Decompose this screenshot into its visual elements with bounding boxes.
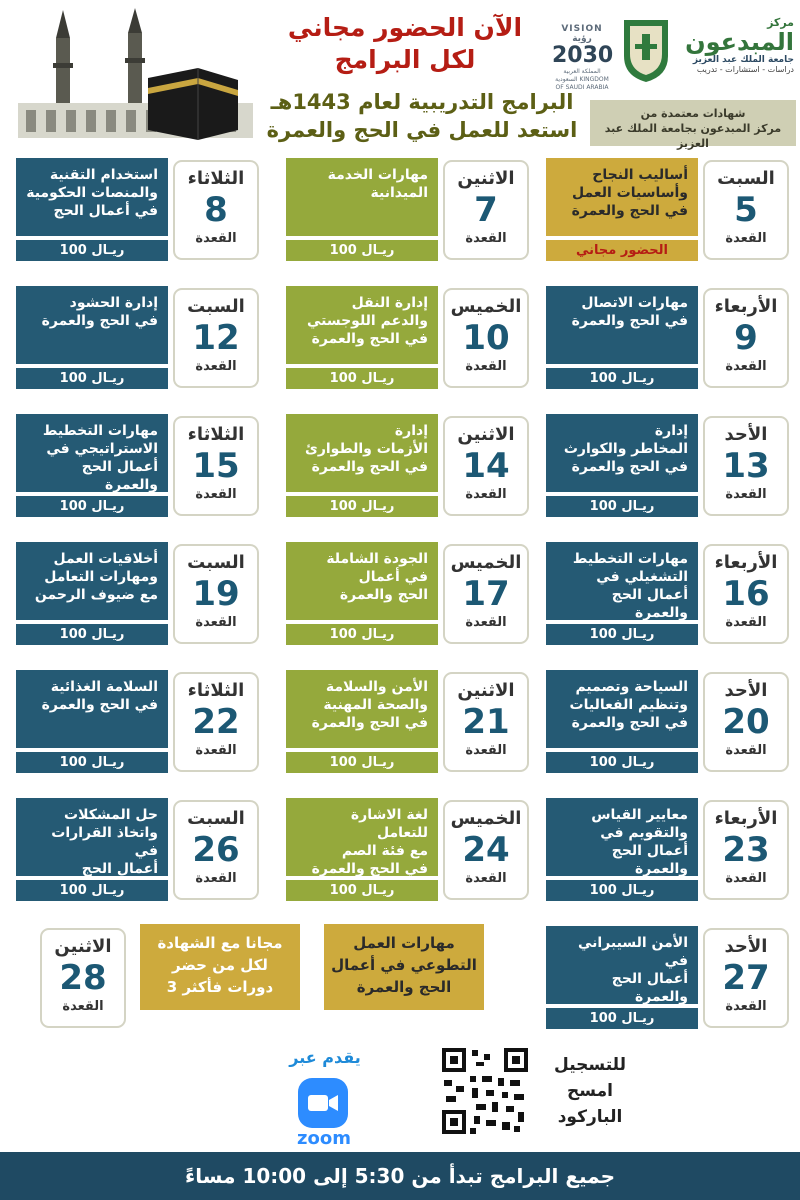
month-label: القعدة <box>195 487 237 502</box>
subhead-line-1: البرامج التدريبية لعام 1443هـ <box>270 90 574 114</box>
day-name: الخميس <box>450 296 522 317</box>
course-title-line: استخدام التقنية <box>49 167 158 183</box>
course-title-line: في الحج والعمرة <box>311 331 428 347</box>
course-title-line: السلامة الغذائية <box>50 679 158 695</box>
day-name: الثلاثاء <box>187 424 245 445</box>
day-card <box>173 160 259 260</box>
day-card <box>443 672 529 772</box>
course-title-line: أخلاقيات العمل <box>53 551 158 567</box>
course-title[interactable] <box>546 798 698 876</box>
center-logo <box>684 16 794 86</box>
day-name: السبت <box>717 168 775 189</box>
course-title-line: أعمال الحج والعمرة <box>611 843 688 876</box>
headline-line-1: الآن الحضور مجاني <box>287 13 523 42</box>
zoom-wordmark: zoom <box>297 1128 351 1149</box>
course-title-line: مهارات الخدمة <box>327 167 428 183</box>
program-title <box>324 924 484 1010</box>
day-card <box>443 800 529 900</box>
course-title-line: الأمن السيبراني في <box>577 935 688 969</box>
free-attendance-tag: الحضور مجاني <box>546 240 698 261</box>
day-number: 7 <box>474 190 498 230</box>
program-line: الحج والعمرة <box>356 978 452 996</box>
course-title-line: أعمال الحج والعمرة <box>611 971 688 1004</box>
day-card <box>173 288 259 388</box>
zoom-label: يقدم عبر <box>289 1048 361 1067</box>
register-line: الباركود <box>557 1107 623 1127</box>
price-tag: 100 ريـال <box>546 624 698 645</box>
course-title[interactable] <box>546 926 698 1004</box>
price-tag: 100 ريـال <box>286 368 438 389</box>
day-name: الثلاثاء <box>187 168 245 189</box>
price-tag: 100 ريـال <box>286 496 438 517</box>
course-title[interactable] <box>16 798 168 876</box>
month-label: القعدة <box>465 231 507 246</box>
course-title-line: مهارات الاتصال <box>581 295 688 311</box>
day-card <box>443 544 529 644</box>
course-title-line: ومهارات التعامل <box>44 569 158 585</box>
day-name: الثلاثاء <box>187 680 245 701</box>
course-title[interactable] <box>546 414 698 492</box>
day-card <box>173 800 259 900</box>
course-title[interactable] <box>286 542 438 620</box>
course-title-line: وتنظيم الفعاليات <box>569 697 688 713</box>
day-card <box>443 160 529 260</box>
headline <box>270 12 540 76</box>
day-card <box>703 416 789 516</box>
free-offer-box <box>140 924 300 1010</box>
day-name: الأحد <box>724 424 768 445</box>
offer-line: 3 دورات فأكثر <box>166 978 274 996</box>
price-tag: 100 ريـال <box>16 240 168 261</box>
day-number: 13 <box>722 446 770 486</box>
center-logo-top: مركز <box>767 16 794 29</box>
day-card <box>173 672 259 772</box>
university-seal-icon <box>618 16 674 84</box>
course-title-line: في الحج والعمرة <box>311 861 428 876</box>
course-title-line: الأزمات والطوارئ <box>304 441 428 457</box>
course-title[interactable] <box>16 670 168 748</box>
day-number: 26 <box>192 830 240 870</box>
vision-2030-logo <box>552 24 614 91</box>
zoom-camera-icon <box>298 1078 348 1128</box>
course-title-line: في الحج والعمرة <box>571 459 688 475</box>
course-title-line: في الحج والعمرة <box>311 715 428 731</box>
course-title-line: مهارات التخطيط <box>42 423 158 439</box>
course-title-line: أساليب النجاح <box>592 167 688 183</box>
course-title[interactable] <box>546 286 698 364</box>
center-logo-tagline: دراسات - استشارات - تدريب <box>696 65 794 74</box>
register-line: امسح <box>567 1081 613 1101</box>
vision-caption: المملكة العربية السعودية KINGDOM OF SAUDI ARABIA <box>555 68 609 91</box>
day-card <box>40 928 126 1028</box>
day-name: الاثنين <box>457 680 515 701</box>
month-label: القعدة <box>465 487 507 502</box>
course-title[interactable] <box>286 158 438 236</box>
day-card <box>173 416 259 516</box>
day-number: 17 <box>462 574 510 614</box>
month-label: القعدة <box>195 359 237 374</box>
course-title-line: مع فئة الصم <box>341 843 428 859</box>
month-label: القعدة <box>725 487 767 502</box>
month-label: القعدة <box>465 359 507 374</box>
month-label: القعدة <box>465 871 507 886</box>
qr-code-icon[interactable] <box>440 1046 530 1136</box>
course-title-line: في الحج والعمرة <box>571 313 688 329</box>
day-card <box>443 288 529 388</box>
course-title-line: في الحج والعمرة <box>311 459 428 475</box>
course-title[interactable] <box>16 542 168 620</box>
course-title-line: الجودة الشاملة <box>326 551 428 567</box>
day-name: الأربعاء <box>714 296 778 317</box>
headline-line-2: لكل البرامج <box>334 45 476 74</box>
day-card <box>443 416 529 516</box>
course-title-line: إدارة <box>654 423 688 439</box>
course-title-line: والصحة المهنية <box>323 697 428 713</box>
day-card <box>703 544 789 644</box>
course-title-line: مهارات التخطيط <box>572 551 688 567</box>
day-name: الاثنين <box>457 424 515 445</box>
course-title-line: الأمن والسلامة <box>325 679 428 695</box>
day-name: الأحد <box>724 680 768 701</box>
course-title[interactable] <box>16 158 168 236</box>
register-instructions <box>540 1052 640 1130</box>
schedule-footer: جميع البرامج تبدأ من 5:30 إلى 10:00 مساءً <box>0 1152 800 1200</box>
offer-line: مجانا مع الشهادة <box>157 934 283 952</box>
price-tag: 100 ريـال <box>286 880 438 901</box>
day-name: الاثنين <box>54 936 112 957</box>
price-tag: 100 ريـال <box>16 752 168 773</box>
day-card <box>703 672 789 772</box>
day-number: 12 <box>192 318 240 358</box>
day-number: 22 <box>192 702 240 742</box>
course-title-line: معايير القياس <box>591 807 688 823</box>
month-label: القعدة <box>725 999 767 1014</box>
day-number: 19 <box>192 574 240 614</box>
day-name: السبت <box>187 296 245 317</box>
course-title-line: وأساسيات العمل <box>571 185 688 201</box>
course-title-line: إدارة الحشود <box>69 295 158 311</box>
course-title-line: حل المشكلات <box>64 807 158 823</box>
month-label: القعدة <box>195 743 237 758</box>
course-title-line: الميدانية <box>370 185 428 201</box>
course-title-line: في الحج والعمرة <box>41 697 158 713</box>
day-name: السبت <box>187 808 245 829</box>
day-number: 5 <box>734 190 758 230</box>
price-tag: 100 ريـال <box>286 752 438 773</box>
day-number: 24 <box>462 830 510 870</box>
month-label: القعدة <box>725 871 767 886</box>
course-title[interactable] <box>546 158 698 236</box>
month-label: القعدة <box>725 231 767 246</box>
course-title[interactable] <box>546 542 698 620</box>
day-number: 27 <box>722 958 770 998</box>
subhead-line-2: استعد للعمل في الحج والعمرة <box>266 118 578 142</box>
month-label: القعدة <box>725 743 767 758</box>
day-card <box>173 544 259 644</box>
course-title-line: أعمال الحج والعمرة <box>611 587 688 620</box>
month-label: القعدة <box>725 615 767 630</box>
price-tag: 100 ريـال <box>16 496 168 517</box>
course-title-line: الحج والعمرة <box>339 587 428 603</box>
day-number: 23 <box>722 830 770 870</box>
day-number: 20 <box>722 702 770 742</box>
center-logo-name: المبدعون <box>685 28 794 56</box>
offer-line: لكل من حضر <box>172 956 268 974</box>
price-tag: 100 ريـال <box>546 752 698 773</box>
day-number: 28 <box>59 958 107 998</box>
course-title-line: مع ضيوف الرحمن <box>34 587 158 603</box>
price-tag: 100 ريـال <box>16 880 168 901</box>
month-label: القعدة <box>465 743 507 758</box>
month-label: القعدة <box>62 999 104 1014</box>
course-title-line: السياحة وتصميم <box>575 679 688 695</box>
price-tag: 100 ريـال <box>546 496 698 517</box>
vision-label: VISION رؤية <box>561 24 603 44</box>
day-name: الخميس <box>450 552 522 573</box>
month-label: القعدة <box>195 871 237 886</box>
course-title-line: في الحج والعمرة <box>571 203 688 219</box>
course-title-line: والتقويم في <box>600 825 688 841</box>
day-number: 16 <box>722 574 770 614</box>
month-label: القعدة <box>195 231 237 246</box>
program-line: مهارات العمل <box>353 934 455 952</box>
course-title-line: في الحج والعمرة <box>571 715 688 731</box>
course-title-line: إدارة النقل <box>351 295 428 311</box>
day-name: الأربعاء <box>714 552 778 573</box>
day-name: الأربعاء <box>714 808 778 829</box>
program-line: التطوعي في أعمال <box>331 956 477 974</box>
course-title-line: في الحج والعمرة <box>41 313 158 329</box>
vision-year: 2030 <box>552 43 614 68</box>
course-title[interactable] <box>546 670 698 748</box>
course-title[interactable] <box>286 414 438 492</box>
accreditation-banner <box>590 100 796 150</box>
price-tag: 100 ريـال <box>16 368 168 389</box>
course-title-line: أعمال الحج والعمرة <box>81 459 158 492</box>
month-label: القعدة <box>465 615 507 630</box>
day-card <box>703 928 789 1028</box>
subheadline <box>262 88 582 144</box>
day-card <box>703 288 789 388</box>
register-line: للتسجيل <box>554 1055 626 1075</box>
course-title-line: الاستراتيجي في <box>46 441 158 457</box>
month-label: القعدة <box>725 359 767 374</box>
day-name: الخميس <box>450 808 522 829</box>
price-tag: 100 ريـال <box>546 1008 698 1029</box>
day-card <box>703 800 789 900</box>
course-title[interactable] <box>16 286 168 364</box>
price-tag: 100 ريـال <box>286 624 438 645</box>
course-title[interactable] <box>286 670 438 748</box>
course-title[interactable] <box>286 798 438 876</box>
price-tag: 100 ريـال <box>546 880 698 901</box>
course-title[interactable] <box>286 286 438 364</box>
center-logo-university: جامعة الملك عبد العزيز <box>692 55 794 65</box>
day-number: 9 <box>734 318 758 358</box>
course-title-line: المخاطر والكوارث <box>563 441 688 457</box>
day-card <box>703 160 789 260</box>
day-number: 8 <box>204 190 228 230</box>
day-name: الاثنين <box>457 168 515 189</box>
day-name: الأحد <box>724 936 768 957</box>
course-title-line: التشغيلي في <box>596 569 688 585</box>
day-number: 10 <box>462 318 510 358</box>
day-number: 21 <box>462 702 510 742</box>
kaaba-illustration <box>8 8 258 148</box>
price-tag: 100 ريـال <box>546 368 698 389</box>
day-number: 14 <box>462 446 510 486</box>
course-title[interactable] <box>16 414 168 492</box>
month-label: القعدة <box>195 615 237 630</box>
course-title-line: في أعمال <box>358 569 428 585</box>
course-title-line: والدعم اللوجستي <box>306 313 428 329</box>
price-tag: 100 ريـال <box>286 240 438 261</box>
accredit-line-1: شهادات معتمدة من <box>640 107 746 120</box>
course-title-line: واتخاذ القرارات في <box>51 825 158 859</box>
course-title-line: والمنصات الحكومية <box>26 185 158 201</box>
day-number: 15 <box>192 446 240 486</box>
course-title-line: في أعمال الحج <box>53 203 158 219</box>
course-title-line: إدارة <box>394 423 428 439</box>
course-title-line: أعمال الحج <box>81 861 158 876</box>
price-tag: 100 ريـال <box>16 624 168 645</box>
day-name: السبت <box>187 552 245 573</box>
accredit-line-2: مركز المبدعون بجامعة الملك عبد العزيز <box>604 122 782 150</box>
course-title-line: لغة الاشارة للتعامل <box>350 807 428 841</box>
